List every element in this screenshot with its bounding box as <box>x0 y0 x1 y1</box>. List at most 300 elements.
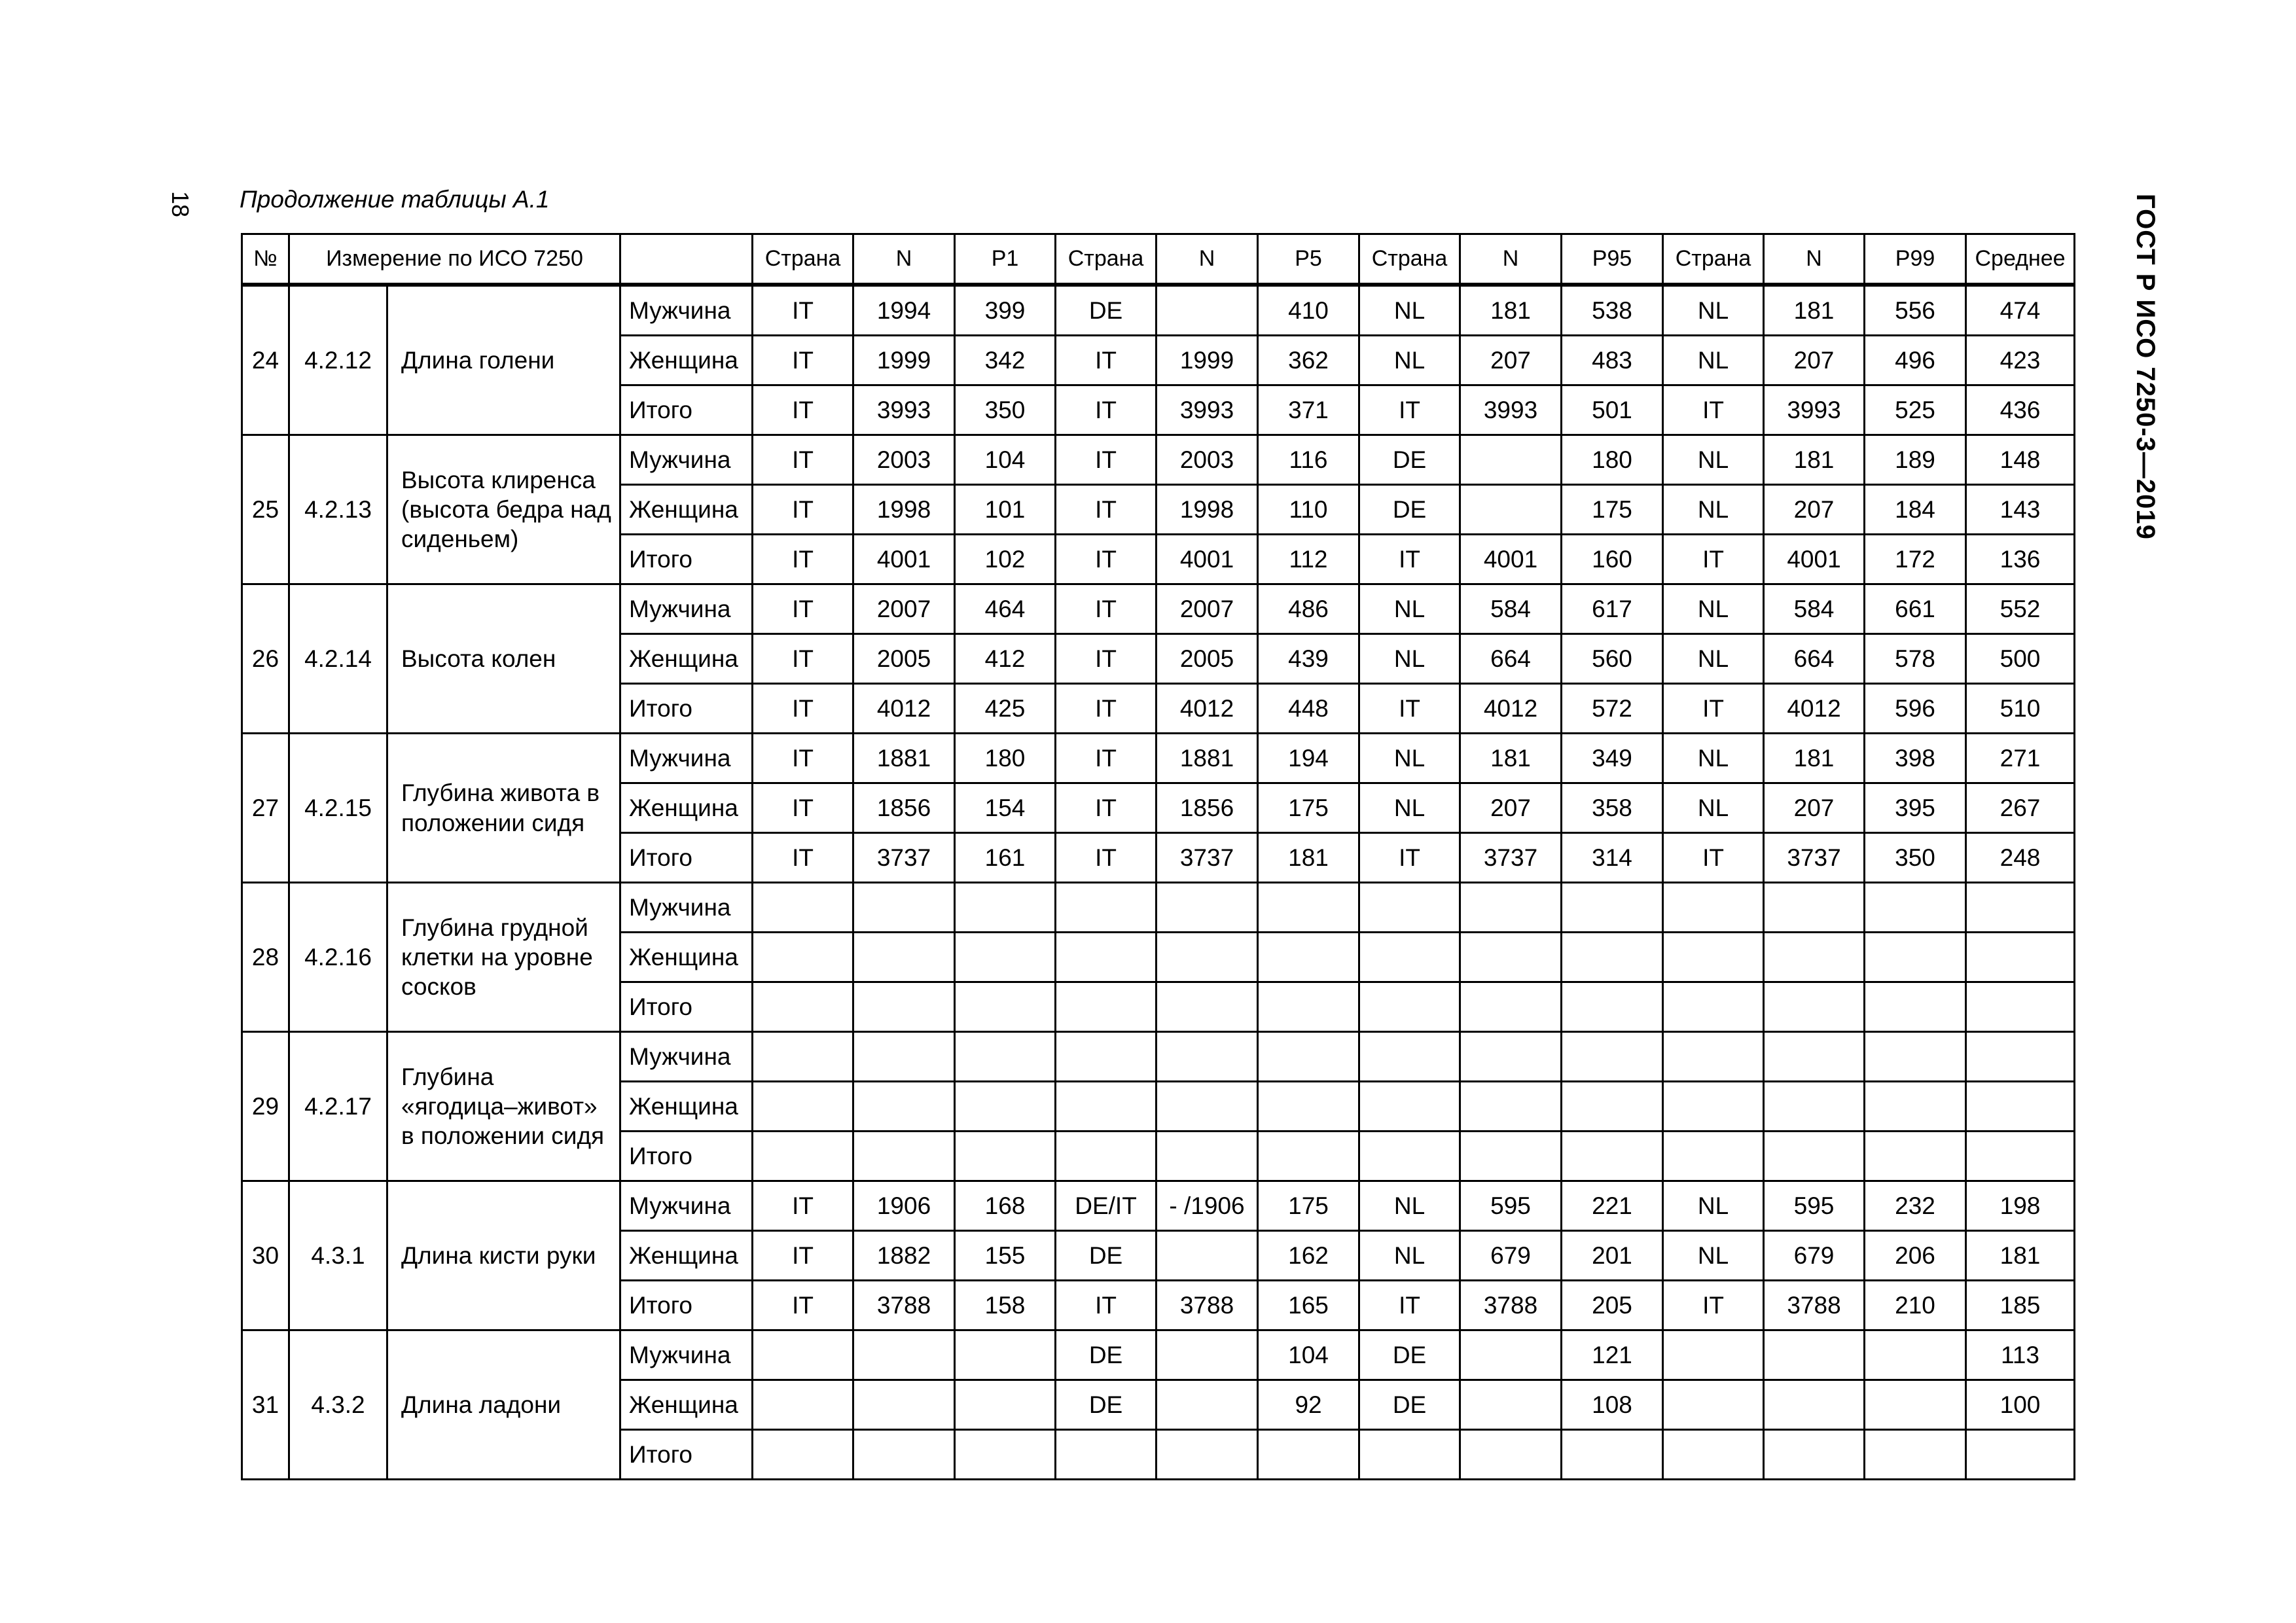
value-cell: NL <box>1359 1231 1460 1281</box>
value-cell: IT <box>1359 833 1460 883</box>
value-cell: DE <box>1056 1330 1157 1380</box>
value-cell: IT <box>1056 684 1157 734</box>
value-cell: IT <box>753 535 853 584</box>
value-cell: 3993 <box>853 385 955 435</box>
sex-cell: Женщина <box>620 933 753 982</box>
measure-name-cell: Длина кисти руки <box>387 1181 620 1330</box>
table-row <box>242 435 2075 485</box>
value-cell: 3737 <box>1157 833 1258 883</box>
value-cell: 500 <box>1966 634 2075 684</box>
value-cell <box>1663 1330 1764 1380</box>
sex-cell: Женщина <box>620 1231 753 1281</box>
measure-name-cell: Высота колен <box>387 584 620 734</box>
value-cell <box>1157 982 1258 1032</box>
value-cell: 1999 <box>1157 336 1258 385</box>
value-cell <box>1764 883 1865 933</box>
sex-cell: Женщина <box>620 1082 753 1132</box>
value-cell <box>1056 1430 1157 1480</box>
value-cell <box>753 1032 853 1082</box>
value-cell <box>1966 883 2075 933</box>
value-cell: IT <box>753 285 853 336</box>
value-cell: 4012 <box>1764 684 1865 734</box>
value-cell <box>1460 883 1562 933</box>
header-cell: Среднее <box>1966 234 2075 285</box>
value-cell: 4012 <box>1157 684 1258 734</box>
value-cell: 92 <box>1258 1380 1359 1430</box>
sex-cell: Женщина <box>620 783 753 833</box>
value-cell <box>1258 1032 1359 1082</box>
value-cell <box>1157 1082 1258 1132</box>
value-cell <box>1157 933 1258 982</box>
row-number-cell: 28 <box>242 883 289 1032</box>
value-cell <box>853 1330 955 1380</box>
value-cell: 181 <box>1764 435 1865 485</box>
value-cell: IT <box>753 385 853 435</box>
value-cell <box>753 1330 853 1380</box>
value-cell <box>1460 982 1562 1032</box>
value-cell: NL <box>1359 336 1460 385</box>
value-cell: 110 <box>1258 485 1359 535</box>
header-cell: N <box>1460 234 1562 285</box>
value-cell: 180 <box>955 734 1056 783</box>
value-cell <box>1157 883 1258 933</box>
value-cell <box>853 933 955 982</box>
value-cell <box>1460 1330 1562 1380</box>
value-cell: 2007 <box>853 584 955 634</box>
value-cell: 172 <box>1865 535 1966 584</box>
value-cell <box>955 982 1056 1032</box>
value-cell: 371 <box>1258 385 1359 435</box>
header-cell: Измерение по ИСО 7250 <box>289 234 620 285</box>
value-cell: 4001 <box>853 535 955 584</box>
value-cell: 525 <box>1865 385 1966 435</box>
value-cell: 464 <box>955 584 1056 634</box>
measure-code-cell: 4.2.15 <box>289 734 387 883</box>
value-cell: 108 <box>1562 1380 1663 1430</box>
value-cell: IT <box>753 833 853 883</box>
value-cell: 350 <box>955 385 1056 435</box>
value-cell <box>1865 883 1966 933</box>
value-cell: 121 <box>1562 1330 1663 1380</box>
anthropometric-table <box>241 233 2075 1480</box>
value-cell: 3737 <box>1764 833 1865 883</box>
value-cell: 3788 <box>1764 1281 1865 1330</box>
value-cell: 175 <box>1258 783 1359 833</box>
row-number-cell: 29 <box>242 1032 289 1181</box>
value-cell: 595 <box>1460 1181 1562 1231</box>
value-cell: IT <box>1359 535 1460 584</box>
table-header <box>242 234 2075 285</box>
value-cell: - /1906 <box>1157 1181 1258 1231</box>
value-cell <box>853 1082 955 1132</box>
value-cell: 4012 <box>853 684 955 734</box>
value-cell: 486 <box>1258 584 1359 634</box>
value-cell: IT <box>1056 783 1157 833</box>
value-cell: 201 <box>1562 1231 1663 1281</box>
value-cell <box>1966 1132 2075 1181</box>
value-cell: IT <box>753 1231 853 1281</box>
row-number-cell: 27 <box>242 734 289 883</box>
value-cell <box>1663 982 1764 1032</box>
value-cell: IT <box>1056 634 1157 684</box>
header-cell <box>620 234 753 285</box>
value-cell: 3993 <box>1764 385 1865 435</box>
value-cell: IT <box>1056 336 1157 385</box>
value-cell: 584 <box>1460 584 1562 634</box>
value-cell: 349 <box>1562 734 1663 783</box>
value-cell <box>1966 982 2075 1032</box>
value-cell: 1881 <box>1157 734 1258 783</box>
sex-cell: Мужчина <box>620 883 753 933</box>
value-cell <box>1056 1032 1157 1082</box>
value-cell <box>853 982 955 1032</box>
value-cell <box>955 1330 1056 1380</box>
value-cell: 160 <box>1562 535 1663 584</box>
value-cell: IT <box>1663 1281 1764 1330</box>
value-cell <box>955 883 1056 933</box>
header-cell: № <box>242 234 289 285</box>
header-cell: P99 <box>1865 234 1966 285</box>
value-cell: 184 <box>1865 485 1966 535</box>
value-cell <box>1359 1032 1460 1082</box>
table-row <box>242 285 2075 336</box>
value-cell: 104 <box>1258 1330 1359 1380</box>
value-cell: DE/IT <box>1056 1181 1157 1231</box>
value-cell: IT <box>1056 584 1157 634</box>
row-number-cell: 31 <box>242 1330 289 1480</box>
sex-cell: Мужчина <box>620 734 753 783</box>
value-cell: 194 <box>1258 734 1359 783</box>
value-cell: 162 <box>1258 1231 1359 1281</box>
header-cell: Страна <box>1359 234 1460 285</box>
value-cell: IT <box>1056 485 1157 535</box>
value-cell <box>1764 1132 1865 1181</box>
value-cell: 596 <box>1865 684 1966 734</box>
value-cell: 3788 <box>1460 1281 1562 1330</box>
sex-cell: Женщина <box>620 1380 753 1430</box>
value-cell: 436 <box>1966 385 2075 435</box>
value-cell <box>1056 883 1157 933</box>
value-cell: 3788 <box>853 1281 955 1330</box>
value-cell: DE <box>1359 1330 1460 1380</box>
value-cell: 181 <box>1764 734 1865 783</box>
value-cell: NL <box>1359 285 1460 336</box>
value-cell: 584 <box>1764 584 1865 634</box>
sex-cell: Итого <box>620 1430 753 1480</box>
value-cell <box>1562 1132 1663 1181</box>
value-cell <box>1056 933 1157 982</box>
value-cell: NL <box>1663 734 1764 783</box>
row-number-cell: 25 <box>242 435 289 584</box>
page-number: 18 <box>167 191 194 218</box>
value-cell <box>1359 933 1460 982</box>
value-cell: 398 <box>1865 734 1966 783</box>
value-cell: 510 <box>1966 684 2075 734</box>
measure-name-cell: Глубина «ягодица–живот» в положении сидя <box>387 1032 620 1181</box>
value-cell <box>1157 1231 1258 1281</box>
value-cell <box>1460 1032 1562 1082</box>
value-cell: 112 <box>1258 535 1359 584</box>
value-cell <box>1764 1330 1865 1380</box>
value-cell <box>753 1082 853 1132</box>
sex-cell: Женщина <box>620 634 753 684</box>
measure-name-cell: Глубина грудной клетки на уровне сосков <box>387 883 620 1032</box>
row-number-cell: 24 <box>242 285 289 435</box>
value-cell: 155 <box>955 1231 1056 1281</box>
value-cell <box>1865 1032 1966 1082</box>
value-cell: IT <box>753 336 853 385</box>
value-cell <box>1562 1430 1663 1480</box>
value-cell: NL <box>1663 285 1764 336</box>
value-cell: DE <box>1359 1380 1460 1430</box>
value-cell: IT <box>1359 385 1460 435</box>
value-cell: 572 <box>1562 684 1663 734</box>
value-cell: 116 <box>1258 435 1359 485</box>
value-cell: 425 <box>955 684 1056 734</box>
value-cell: 664 <box>1764 634 1865 684</box>
sex-cell: Женщина <box>620 485 753 535</box>
value-cell <box>1966 1032 2075 1082</box>
value-cell: 198 <box>1966 1181 2075 1231</box>
measure-code-cell: 4.2.17 <box>289 1032 387 1181</box>
value-cell: NL <box>1359 584 1460 634</box>
sex-cell: Итого <box>620 535 753 584</box>
value-cell: 207 <box>1460 336 1562 385</box>
value-cell <box>1157 285 1258 336</box>
value-cell: 185 <box>1966 1281 2075 1330</box>
value-cell <box>1460 1430 1562 1480</box>
value-cell <box>753 883 853 933</box>
value-cell <box>1764 933 1865 982</box>
value-cell: 350 <box>1865 833 1966 883</box>
value-cell: IT <box>753 734 853 783</box>
sex-cell: Женщина <box>620 336 753 385</box>
value-cell: 113 <box>1966 1330 2075 1380</box>
value-cell: 143 <box>1966 485 2075 535</box>
value-cell: 399 <box>955 285 1056 336</box>
table-row <box>242 883 2075 933</box>
value-cell <box>1359 1430 1460 1480</box>
sex-cell: Итого <box>620 1281 753 1330</box>
value-cell: 358 <box>1562 783 1663 833</box>
value-cell: NL <box>1663 634 1764 684</box>
value-cell: IT <box>1663 684 1764 734</box>
value-cell: 538 <box>1562 285 1663 336</box>
value-cell <box>1157 1430 1258 1480</box>
value-cell <box>1460 1132 1562 1181</box>
header-cell: P1 <box>955 234 1056 285</box>
value-cell <box>1764 1082 1865 1132</box>
value-cell: 1999 <box>853 336 955 385</box>
value-cell <box>1663 1082 1764 1132</box>
value-cell: 175 <box>1258 1181 1359 1231</box>
value-cell: 474 <box>1966 285 2075 336</box>
value-cell: 3788 <box>1157 1281 1258 1330</box>
value-cell: 439 <box>1258 634 1359 684</box>
value-cell: IT <box>753 634 853 684</box>
value-cell <box>1764 1380 1865 1430</box>
value-cell: 1882 <box>853 1231 955 1281</box>
value-cell: 181 <box>1764 285 1865 336</box>
table-row <box>242 584 2075 634</box>
value-cell: 104 <box>955 435 1056 485</box>
value-cell <box>1258 1132 1359 1181</box>
value-cell: 181 <box>1460 734 1562 783</box>
value-cell <box>1157 1032 1258 1082</box>
value-cell: IT <box>1056 833 1157 883</box>
header-cell: Страна <box>1663 234 1764 285</box>
value-cell: 410 <box>1258 285 1359 336</box>
value-cell: 617 <box>1562 584 1663 634</box>
value-cell: IT <box>1056 734 1157 783</box>
value-cell <box>1157 1330 1258 1380</box>
header-cell: Страна <box>1056 234 1157 285</box>
value-cell: 395 <box>1865 783 1966 833</box>
value-cell: DE <box>1056 1380 1157 1430</box>
value-cell <box>1258 933 1359 982</box>
value-cell <box>1460 933 1562 982</box>
value-cell: 101 <box>955 485 1056 535</box>
measure-code-cell: 4.3.2 <box>289 1330 387 1480</box>
value-cell: 3737 <box>853 833 955 883</box>
value-cell <box>1663 1430 1764 1480</box>
value-cell: 207 <box>1764 783 1865 833</box>
document-title: ГОСТ Р ИСО 7250-3—2019 <box>2131 194 2160 540</box>
value-cell <box>853 1430 955 1480</box>
value-cell: 181 <box>1966 1231 2075 1281</box>
value-cell: 2003 <box>1157 435 1258 485</box>
value-cell: 501 <box>1562 385 1663 435</box>
value-cell: 2005 <box>853 634 955 684</box>
value-cell: NL <box>1359 783 1460 833</box>
value-cell: 556 <box>1865 285 1966 336</box>
value-cell <box>1562 1082 1663 1132</box>
measure-code-cell: 4.2.16 <box>289 883 387 1032</box>
value-cell <box>1764 1430 1865 1480</box>
value-cell: 181 <box>1258 833 1359 883</box>
value-cell: 2003 <box>853 435 955 485</box>
value-cell: 664 <box>1460 634 1562 684</box>
value-cell: NL <box>1663 783 1764 833</box>
value-cell <box>1460 485 1562 535</box>
value-cell: NL <box>1663 336 1764 385</box>
sex-cell: Итого <box>620 833 753 883</box>
value-cell <box>1359 982 1460 1032</box>
table-caption: Продолжение таблицы А.1 <box>240 186 550 213</box>
value-cell: 1856 <box>853 783 955 833</box>
value-cell <box>1865 982 1966 1032</box>
value-cell: 181 <box>1460 285 1562 336</box>
value-cell: 136 <box>1966 535 2075 584</box>
value-cell: NL <box>1663 485 1764 535</box>
value-cell: 207 <box>1460 783 1562 833</box>
value-cell: NL <box>1663 435 1764 485</box>
value-cell: DE <box>1056 285 1157 336</box>
value-cell <box>753 1380 853 1430</box>
value-cell <box>1966 1082 2075 1132</box>
value-cell: IT <box>1663 833 1764 883</box>
value-cell: IT <box>1056 535 1157 584</box>
value-cell: 661 <box>1865 584 1966 634</box>
header-cell: P5 <box>1258 234 1359 285</box>
value-cell <box>1865 933 1966 982</box>
value-cell <box>753 982 853 1032</box>
value-cell: IT <box>1056 435 1157 485</box>
sex-cell: Итого <box>620 684 753 734</box>
value-cell: 679 <box>1764 1231 1865 1281</box>
value-cell: IT <box>753 485 853 535</box>
value-cell: 175 <box>1562 485 1663 535</box>
value-cell: 679 <box>1460 1231 1562 1281</box>
value-cell: 2007 <box>1157 584 1258 634</box>
value-cell: 4001 <box>1460 535 1562 584</box>
value-cell: DE <box>1359 435 1460 485</box>
sex-cell: Итого <box>620 982 753 1032</box>
value-cell: 3993 <box>1157 385 1258 435</box>
sex-cell: Мужчина <box>620 1032 753 1082</box>
measure-code-cell: 4.2.14 <box>289 584 387 734</box>
value-cell: 161 <box>955 833 1056 883</box>
value-cell <box>1865 1082 1966 1132</box>
value-cell <box>1663 933 1764 982</box>
value-cell: 100 <box>1966 1380 2075 1430</box>
value-cell <box>1157 1380 1258 1430</box>
value-cell: 578 <box>1865 634 1966 684</box>
value-cell: 4001 <box>1764 535 1865 584</box>
value-cell <box>1562 982 1663 1032</box>
sex-cell: Мужчина <box>620 1330 753 1380</box>
value-cell: IT <box>753 584 853 634</box>
value-cell: 1998 <box>1157 485 1258 535</box>
value-cell: 483 <box>1562 336 1663 385</box>
value-cell: 3737 <box>1460 833 1562 883</box>
value-cell <box>853 1132 955 1181</box>
value-cell: 207 <box>1764 336 1865 385</box>
value-cell: NL <box>1359 634 1460 684</box>
value-cell <box>1562 883 1663 933</box>
row-number-cell: 30 <box>242 1181 289 1330</box>
header-cell: P95 <box>1562 234 1663 285</box>
value-cell: 423 <box>1966 336 2075 385</box>
value-cell: IT <box>1056 385 1157 435</box>
value-cell <box>1258 1430 1359 1480</box>
value-cell: 210 <box>1865 1281 1966 1330</box>
sex-cell: Итого <box>620 1132 753 1181</box>
sex-cell: Мужчина <box>620 584 753 634</box>
value-cell: IT <box>1359 684 1460 734</box>
value-cell: NL <box>1663 584 1764 634</box>
value-cell: 1994 <box>853 285 955 336</box>
value-cell <box>1460 435 1562 485</box>
value-cell: 271 <box>1966 734 2075 783</box>
table-row <box>242 1032 2075 1082</box>
value-cell: 342 <box>955 336 1056 385</box>
sex-cell: Мужчина <box>620 285 753 336</box>
value-cell: 205 <box>1562 1281 1663 1330</box>
value-cell: 1881 <box>853 734 955 783</box>
value-cell <box>853 1032 955 1082</box>
value-cell: 189 <box>1865 435 1966 485</box>
measure-name-cell: Глубина живота в положении сидя <box>387 734 620 883</box>
value-cell <box>1157 1132 1258 1181</box>
value-cell <box>753 1132 853 1181</box>
value-cell <box>1966 933 2075 982</box>
value-cell: DE <box>1359 485 1460 535</box>
value-cell: 232 <box>1865 1181 1966 1231</box>
value-cell <box>1562 1032 1663 1082</box>
value-cell: 448 <box>1258 684 1359 734</box>
value-cell <box>955 1082 1056 1132</box>
